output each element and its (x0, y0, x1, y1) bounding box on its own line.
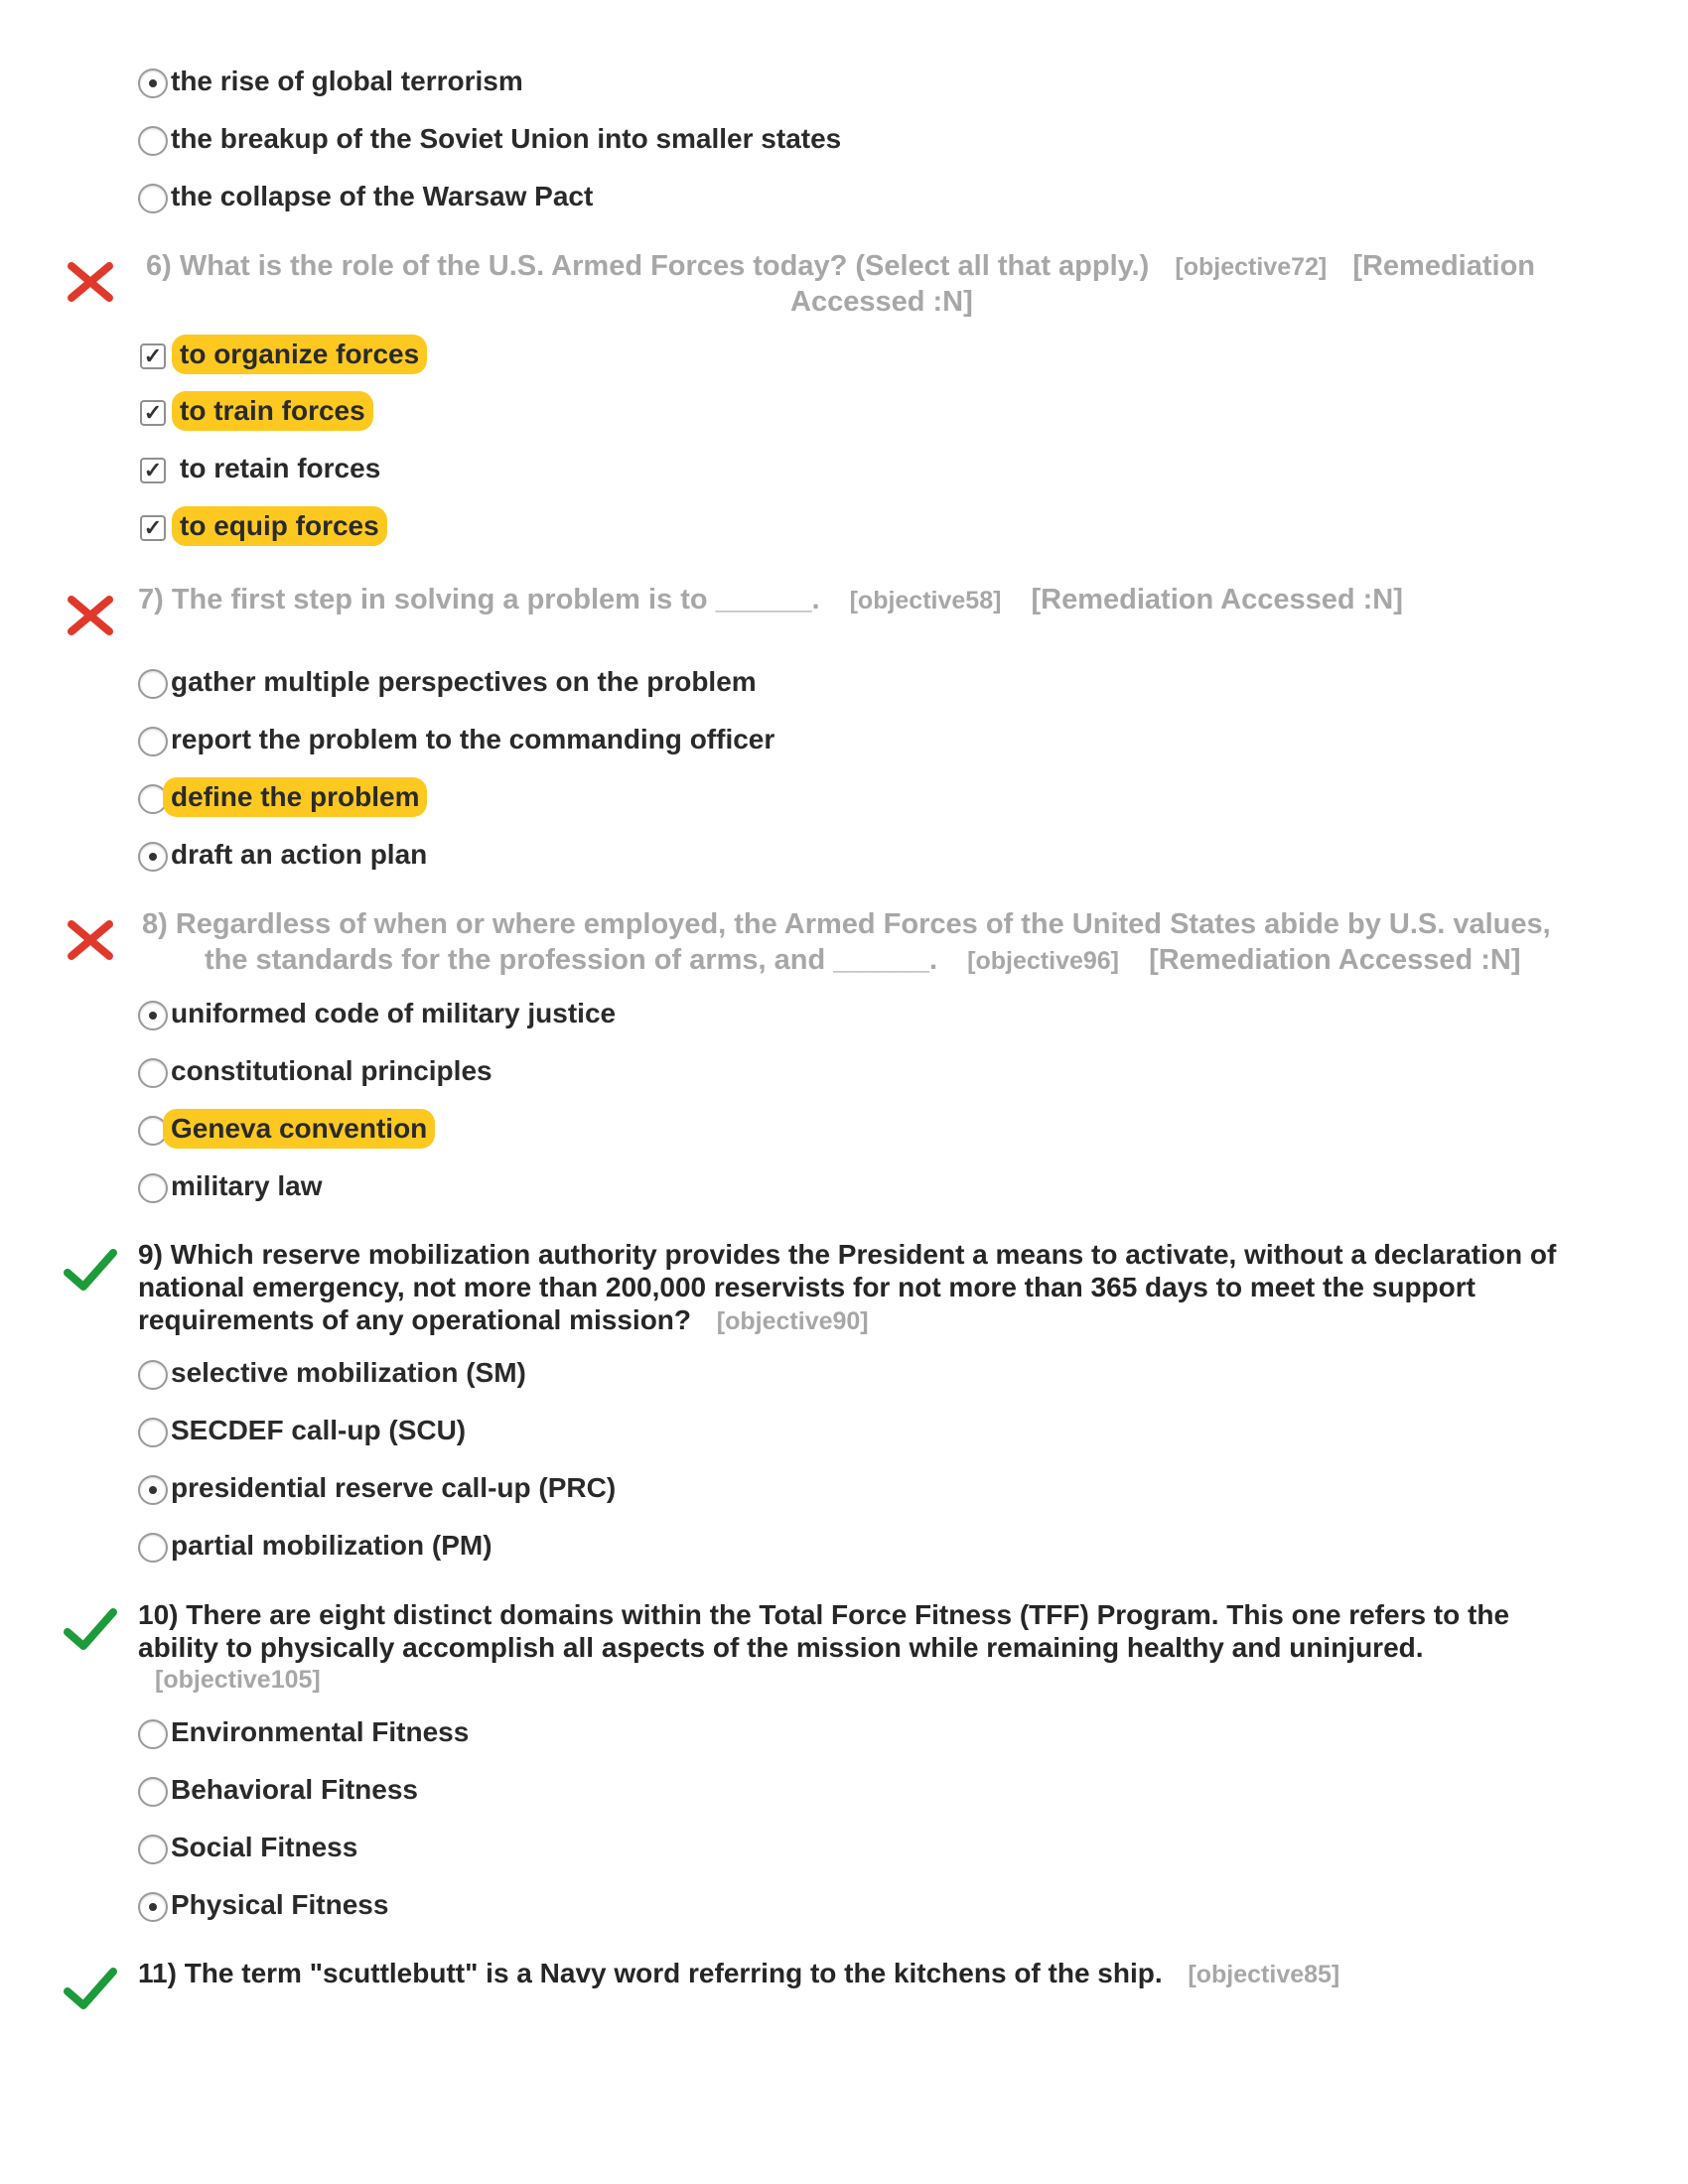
q10-question-line1: 10) There are eight distinct domains within the Total Force Fitness (TFF) Program. This one refers to the (138, 1599, 1510, 1630)
red-x-icon (66, 594, 115, 637)
q9-radio-2[interactable] (138, 1418, 168, 1447)
q6-question-text: 6) What is the role of the U.S. Armed Forces today? (Select all that apply.) (146, 250, 1150, 282)
q10-option-label: Behavioral Fitness (171, 1774, 418, 1805)
green-check-icon (64, 1247, 117, 1295)
q8-objective: [objective96] (967, 947, 1120, 975)
q5-radio-1[interactable] (138, 68, 168, 98)
q7-objective: [objective58] (849, 587, 1002, 614)
q6-remediation-line2: Accessed :N] (790, 286, 973, 318)
q7-option-label: draft an action plan (171, 839, 428, 870)
q5-option-label: the breakup of the Soviet Union into smaller states (171, 123, 842, 154)
q9-radio-4[interactable] (138, 1533, 168, 1563)
red-x-icon (66, 918, 115, 962)
q10-option-label: Social Fitness (171, 1832, 358, 1862)
q8-option-label: Geneva convention (163, 1109, 435, 1149)
q9-question-text: requirements of any operational mission? (138, 1304, 692, 1335)
q9-radio-1[interactable] (138, 1360, 168, 1390)
q10-objective: [objective105] (155, 1666, 321, 1694)
q10-radio-2[interactable] (138, 1777, 168, 1807)
green-check-icon (64, 1966, 117, 2013)
q9-question-line3 (138, 1303, 869, 1338)
q6-option-label: to retain forces (180, 453, 381, 483)
q7-radio-4[interactable] (138, 842, 168, 872)
q9-objective: [objective90] (716, 1307, 869, 1335)
q6-question (146, 250, 1535, 283)
q10-option-label: Physical Fitness (171, 1889, 389, 1920)
q9-question-line2: national emergency, not more than 200,000 reservists for not more than 365 days to meet the support (138, 1272, 1476, 1302)
q8-question-line1: 8) Regardless of when or where employed, the Armed Forces of the United States abide by U.S. values, (142, 908, 1551, 940)
q6-remediation: [Remediation (1352, 250, 1535, 282)
q9-option-label: presidential reserve call-up (PRC) (171, 1472, 617, 1503)
q8-remediation: [Remediation Accessed :N] (1149, 944, 1521, 976)
q6-checkbox-1[interactable]: ✓ (140, 343, 166, 369)
q5-radio-2[interactable] (138, 126, 168, 156)
q8-radio-2[interactable] (138, 1058, 168, 1088)
q7-option-label: report the problem to the commanding officer (171, 724, 775, 754)
q8-radio-1[interactable] (138, 1001, 168, 1030)
q5-radio-3[interactable] (138, 184, 168, 213)
q7-option-label: define the problem (163, 777, 427, 817)
q8-option-label: military law (171, 1170, 323, 1201)
q10-radio-3[interactable] (138, 1835, 168, 1864)
q5-option-label: the rise of global terrorism (171, 66, 523, 96)
q7-option-label: gather multiple perspectives on the problem (171, 666, 757, 697)
q6-checkbox-4[interactable]: ✓ (140, 515, 166, 541)
q7-remediation: [Remediation Accessed :N] (1031, 584, 1403, 615)
q6-checkbox-2[interactable]: ✓ (140, 400, 166, 426)
q7-question-text: 7) The first step in solving a problem is to ______. (138, 584, 820, 615)
q6-option-label: to equip forces (172, 506, 387, 546)
q9-option-label: partial mobilization (PM) (171, 1530, 492, 1561)
q10-question-line2: ability to physically accomplish all aspects of the mission while remaining healthy and uninjured. (138, 1632, 1424, 1663)
q6-objective: [objective72] (1175, 253, 1328, 281)
q6-option-label: to organize forces (172, 335, 427, 374)
q9-option-label: SECDEF call-up (SCU) (171, 1415, 467, 1445)
q9-option-label: selective mobilization (SM) (171, 1357, 526, 1388)
q8-radio-4[interactable] (138, 1173, 168, 1203)
q11-question-text: 11) The term "scuttlebutt" is a Navy word referring to the kitchens of the ship. (138, 1958, 1163, 1988)
q7-radio-1[interactable] (138, 669, 168, 699)
q10-option-label: Environmental Fitness (171, 1716, 470, 1747)
q9-question-line1: 9) Which reserve mobilization authority provides the President a means to activate, without a declaration of (138, 1239, 1557, 1270)
q6-checkbox-3[interactable]: ✓ (140, 458, 166, 483)
green-check-icon (64, 1606, 117, 1654)
q11-objective: [objective85] (1188, 1961, 1340, 1988)
q10-radio-4[interactable] (138, 1892, 168, 1922)
q6-option-label: to train forces (172, 391, 373, 431)
q9-radio-3[interactable] (138, 1475, 168, 1505)
q7-question (138, 584, 1403, 616)
q8-option-label: uniformed code of military justice (171, 998, 617, 1028)
q8-option-label: constitutional principles (171, 1055, 492, 1086)
q11-question (138, 1957, 1339, 1991)
q5-option-label: the collapse of the Warsaw Pact (171, 181, 594, 211)
q8-question-text: the standards for the profession of arms, and ______. (205, 944, 938, 976)
q8-question-line2 (205, 944, 1521, 977)
q10-radio-1[interactable] (138, 1719, 168, 1749)
q7-radio-2[interactable] (138, 727, 168, 756)
red-x-icon (66, 260, 115, 304)
